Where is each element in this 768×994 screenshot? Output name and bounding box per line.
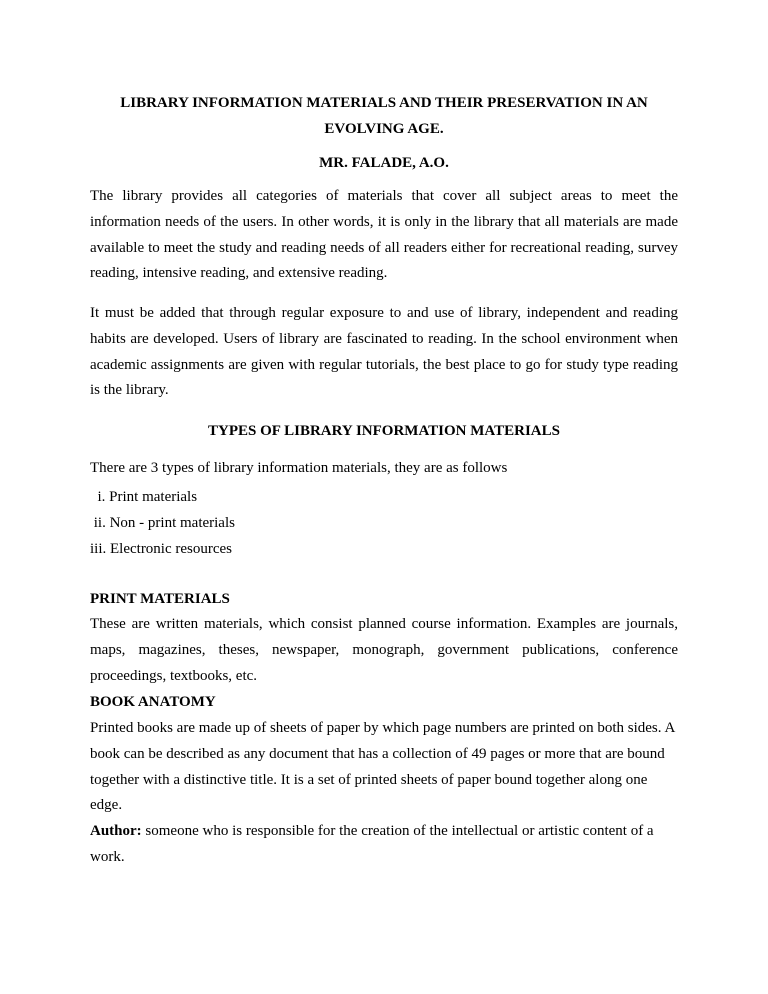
list-item-electronic-resources: iii. Electronic resources [90,541,233,557]
document-author: MR. FALADE, A.O. [319,155,449,171]
types-intro-text: There are 3 types of library information materials, they are as follows [90,460,508,476]
paragraph-regular-exposure: It must be added that through regular exposure to and use of library, independent and reading habits are developed. Users of library are fascinated to reading. In the school environment when academic assignments are given with regular tutorials, the best place to go for study type reading is the library. [90,305,678,399]
heading-book-anatomy: BOOK ANATOMY [90,694,216,710]
types-list [90,484,235,562]
paragraph-author-definition [90,819,678,871]
paragraph-print-materials: These are written materials, which consist planned course information. Examples are journals, maps, magazines, theses, newspaper, monograph, government publications, conference proceedings, textbooks, etc. [90,616,678,684]
heading-types-of-materials: TYPES OF LIBRARY INFORMATION MATERIALS [207,423,560,439]
document-title: LIBRARY INFORMATION MATERIALS AND THEIR PRESERVATION IN AN EVOLVING AGE. [120,95,648,137]
list-item-print-materials: i. Print materials [90,489,198,505]
paragraph-book-anatomy: Printed books are made up of sheets of paper by which page numbers are printed on both sides. A book can be described as any document that has a collection of 49 pages or more that are bound together with a distinctive title. It is a set of printed sheets of paper bound together along one edge. [90,720,675,814]
author-term: Author: [90,823,142,839]
heading-print-materials: PRINT MATERIALS [90,591,230,607]
list-item-non-print-materials: ii. Non - print materials [90,515,235,531]
author-definition-text: someone who is responsible for the creation of the intellectual or artistic content of a work. [90,823,654,865]
paragraph-library-provides: The library provides all categories of materials that cover all subject areas to meet the information needs of the users. In other words, it is only in the library that all materials are made available to meet the study and reading needs of all readers either for recreational reading, survey reading, intensive reading, and extensive reading. [90,188,678,282]
